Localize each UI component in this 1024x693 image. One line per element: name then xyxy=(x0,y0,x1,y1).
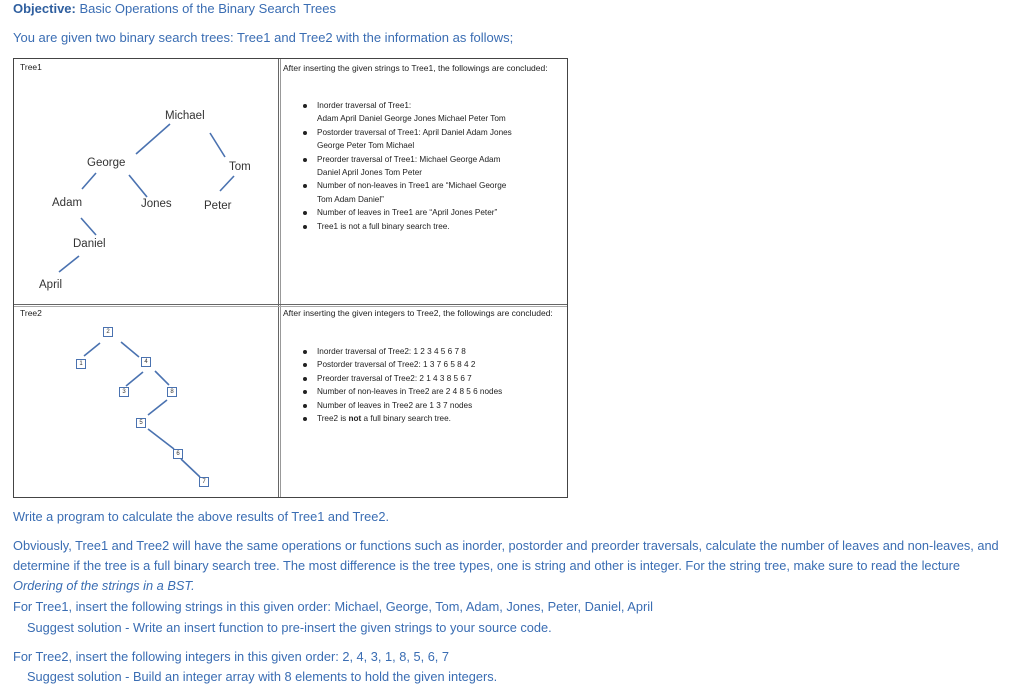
objective-text: Basic Operations of the Binary Search Trees xyxy=(75,1,336,16)
tree1-node-michael: Michael xyxy=(165,110,205,122)
edge-4-8 xyxy=(155,371,169,385)
tree1-finding: Preorder traversal of Tree1: Michael George Adam Daniel April Jones Tom Peter xyxy=(317,153,565,180)
tree1-finding: Postorder traversal of Tree1: April Daniel Adam Jones George Peter Tom Michael xyxy=(317,126,565,153)
tree2-findings-heading: After inserting the given integers to Tree2, the followings are concluded: xyxy=(283,308,553,318)
intro-text: You are given two binary search trees: Tree1 and Tree2 with the information as follows; xyxy=(13,30,514,45)
para-tree1-suggest: Suggest solution - Write an insert function to pre-insert the given strings to your source code. xyxy=(27,620,552,635)
tree1-node-adam: Adam xyxy=(52,197,83,209)
tree2-node-1: 1 xyxy=(76,359,86,369)
para-obviously: Obviously, Tree1 and Tree2 will have the same operations or functions such as inorder, postorder and preorder traversals, calculate the number of leaves and non-leaves, and determine if the tree is a full binary search tree. The most difference is the tree types, one is string and other is integer. For the string tree, make sure to read the lecture Ordering of the strings in a BST. xyxy=(13,538,999,593)
tree2-node-6: 6 xyxy=(173,449,183,459)
tree2-node-8: 8 xyxy=(167,387,177,397)
tree2-finding: Inorder traversal of Tree2: 1 2 3 4 5 6 7 8 xyxy=(317,345,565,358)
edge-2-4 xyxy=(121,342,139,357)
para-tree1-insert: For Tree1, insert the following strings in this given order: Michael, George, Tom, Adam, Jones, Peter, Daniel, April xyxy=(13,599,653,614)
tree2-label: Tree2 xyxy=(20,308,42,318)
tree2-node-7: 7 xyxy=(199,477,209,487)
para-tree2-suggest: Suggest solution - Build an integer array with 8 elements to hold the given integers. xyxy=(27,669,498,684)
tree1-finding: Number of leaves in Tree1 are “April Jones Peter” xyxy=(317,206,565,219)
tree1-finding: Tree1 is not a full binary search tree. xyxy=(317,220,565,233)
para-write-program: Write a program to calculate the above results of Tree1 and Tree2. xyxy=(13,509,390,524)
tree1-findings-heading: After inserting the given strings to Tree1, the followings are concluded: xyxy=(283,63,548,73)
tree1-findings-list xyxy=(317,99,565,233)
tree1-node-daniel: Daniel xyxy=(73,238,106,250)
tree2-node-4: 4 xyxy=(141,357,151,367)
edge-george-jones xyxy=(129,175,147,197)
objective-label: Objective: xyxy=(13,1,76,16)
edge-tom-peter xyxy=(220,176,234,191)
tree1-finding: Number of non-leaves in Tree1 are “Michael George Tom Adam Daniel” xyxy=(317,179,565,206)
edge-5-6 xyxy=(148,429,174,449)
tree1-node-april: April xyxy=(39,279,63,291)
tree2-finding: Tree2 is not a full binary search tree. xyxy=(317,412,565,425)
edge-6-7 xyxy=(181,459,200,477)
tree2-node-3: 3 xyxy=(119,387,129,397)
objective-line xyxy=(13,1,336,16)
edge-2-1 xyxy=(84,343,100,356)
tree2-node-5: 5 xyxy=(136,418,146,428)
tree1-node-jones: Jones xyxy=(141,198,172,210)
trees-table xyxy=(13,58,568,498)
tree2-finding: Preorder traversal of Tree2: 2 1 4 3 8 5 6 7 xyxy=(317,372,565,385)
tree2-finding: Number of leaves in Tree2 are 1 3 7 nodes xyxy=(317,399,565,412)
tree1-finding: Inorder traversal of Tree1: Adam April Daniel George Jones Michael Peter Tom xyxy=(317,99,565,126)
tree2-finding: Postorder traversal of Tree2: 1 3 7 6 5 8 4 2 xyxy=(317,358,565,371)
tree1-node-tom: Tom xyxy=(229,161,251,173)
edge-michael-george xyxy=(136,124,170,154)
tree2-findings-list xyxy=(317,345,565,425)
tree1-label: Tree1 xyxy=(20,62,42,72)
edge-4-3 xyxy=(126,372,143,386)
para-tree2-insert: For Tree2, insert the following integers in this given order: 2, 4, 3, 1, 8, 5, 6, 7 xyxy=(13,649,450,664)
tree2-node-2: 2 xyxy=(103,327,113,337)
tree1-node-george: George xyxy=(87,157,126,169)
tree1-node-peter: Peter xyxy=(204,200,232,212)
edge-daniel-april xyxy=(59,256,79,272)
tree2-finding: Number of non-leaves in Tree2 are 2 4 8 5 6 nodes xyxy=(317,385,565,398)
edge-michael-tom xyxy=(210,133,225,157)
edge-adam-daniel xyxy=(81,218,96,235)
edge-george-adam xyxy=(82,173,96,189)
edge-8-5 xyxy=(148,400,167,415)
lecture-reference: Ordering of the strings in a BST. xyxy=(13,578,195,593)
